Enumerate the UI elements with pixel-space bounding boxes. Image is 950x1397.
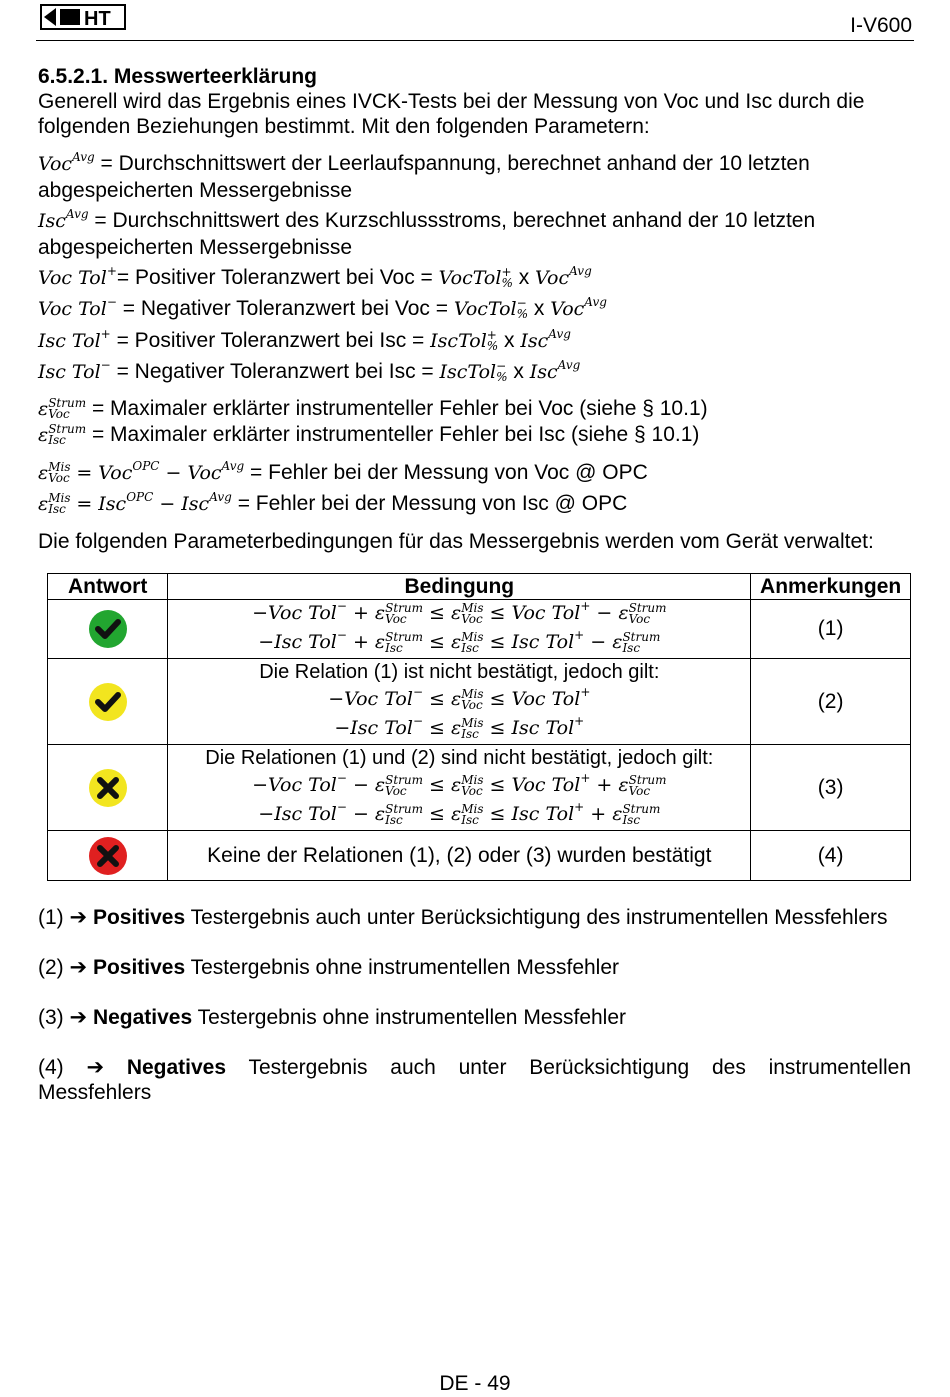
- def-eps-mis-isc: ε Mis Isc = Isc$^{OPC}$ − Isc$^{Avg}$ = Fehler bei der Messung von Isc @ OPC: [38, 490, 628, 517]
- table-row: −Voc Tol− + ε Strum Voc ≤ ε Mis Voc ≤ Voc Tol+ − ε Strum Voc −Isc Tol− + ε Strum Isc ≤ ε Mis Isc ≤ Isc Tol+ − ε Strum Isc (1): [48, 600, 911, 659]
- green-check-icon: [87, 608, 129, 650]
- def-eps-strum-voc: ε Strum Voc = Maximaler erklärter instrumenteller Fehler bei Voc (siehe § 10.1): [38, 396, 708, 422]
- isc-avg-text: = Durchschnittswert des Kurzschlussstroms, berechnet anhand der 10 letzten: [94, 209, 816, 232]
- legend-item-3: (3) ➔ Negatives Testergebnis ohne instrumentellen Messfehler: [38, 1006, 627, 1029]
- page-number: DE - 49: [439, 1372, 511, 1395]
- header-divider: [36, 40, 914, 41]
- voc-avg-text: = Durchschnittswert der Leerlaufspannung, berechnet anhand der 10 letzten: [100, 152, 810, 175]
- legend-item-1: (1) ➔ Positives Testergebnis auch unter Berücksichtigung des instrumentellen Messfehlers: [38, 906, 888, 929]
- doc-code: I-V600: [850, 14, 912, 37]
- def-eps-strum-isc: ε Strum Isc = Maximaler erklärter instrumenteller Fehler bei Isc (siehe § 10.1): [38, 422, 700, 448]
- isc-avg-symbol: Isc: [38, 210, 66, 232]
- def-voc-avg: Voc$^{Avg}$ = Durchschnittswert der Leerlaufspannung, berechnet anhand der 10 letzten: [38, 150, 810, 175]
- def-isc-avg: Isc$^{Avg}$ = Durchschnittswert des Kurzschlussstroms, berechnet anhand der 10 letzten: [38, 207, 816, 232]
- table-row: Die Relationen (1) und (2) sind nicht bestätigt, jedoch gilt: −Voc Tol− − ε Strum Voc ≤ ε Mis Voc ≤ Voc Tol+ + ε Strum Voc −Isc Tol− − ε Strum Isc ≤ ε Mis Isc ≤ Isc Tol+ + ε Strum Isc (3): [48, 745, 911, 831]
- note-cell: (4): [751, 831, 911, 881]
- voc-avg-symbol: Voc: [38, 153, 73, 175]
- note-cell: (2): [751, 659, 911, 745]
- table-header-row: [48, 574, 911, 600]
- condition-pre-text: Die Relation (1) ist nicht bestätigt, jedoch gilt:: [259, 661, 660, 683]
- red-cross-icon: [87, 835, 129, 877]
- logo-text: HT: [84, 8, 111, 30]
- header-bedingung: Bedingung: [168, 574, 751, 600]
- table-row: Die Relation (1) ist nicht bestätigt, jedoch gilt: −Voc Tol− ≤ ε Mis Voc ≤ Voc Tol+ −Isc Tol− ≤ ε Mis Isc ≤ Isc Tol+ (2): [48, 659, 911, 745]
- condition-pre-text: Die Relationen (1) und (2) sind nicht bestätigt, jedoch gilt:: [205, 747, 714, 769]
- def-voc-tol-pos: Voc Tol+= Positiver Toleranzwert bei Voc = VocTol + % x Voc$^{Avg}$: [38, 264, 592, 291]
- def-voc-tol-neg: Voc Tol− = Negativer Toleranzwert bei Voc = VocTol − % x Voc$^{Avg}$: [38, 295, 607, 322]
- legend-item-2: (2) ➔ Positives Testergebnis ohne instrumentellen Messfehler: [38, 956, 620, 979]
- header-antwort: Antwort: [48, 574, 168, 600]
- note-cell: (1): [751, 600, 911, 659]
- def-isc-avg-cont: abgespeicherten Messergebnisse: [38, 236, 353, 259]
- header-anmerkungen: Anmerkungen: [751, 574, 911, 600]
- condition-pre-text: Keine der Relationen (1), (2) oder (3) wurden bestätigt: [207, 844, 712, 867]
- note-cell: (3): [751, 745, 911, 831]
- legend-item-4-cont: Messfehlers: [38, 1081, 152, 1104]
- def-eps-mis-voc: ε Mis Voc = Voc$^{OPC}$ − Voc$^{Avg}$ = Fehler bei der Messung von Voc @ OPC: [38, 459, 648, 486]
- intro-paragraph: Generell wird das Ergebnis eines IVCK-Tests bei der Messung von Voc und Isc durch die folgenden Beziehungen bestimmt. Mit den folgenden Parametern:: [38, 90, 865, 138]
- yellow-cross-icon: [87, 767, 129, 809]
- table-row: [48, 831, 911, 881]
- def-isc-tol-neg: Isc Tol− = Negativer Toleranzwert bei Isc = IscTol − % x Isc$^{Avg}$: [38, 358, 581, 385]
- yellow-check-icon: [87, 681, 129, 723]
- legend-item-4: (4) ➔ Negatives Testergebnis auch unter Berücksichtigung des instrumentellen: [38, 1056, 911, 1079]
- section-heading: 6.5.2.1. Messwerteerklärung: [38, 65, 317, 88]
- def-isc-tol-pos: Isc Tol+ = Positiver Toleranzwert bei Isc = IscTol + % x Isc$^{Avg}$: [38, 327, 571, 354]
- ht-logo: [40, 4, 126, 30]
- condition-table: [47, 573, 911, 881]
- def-voc-avg-cont: abgespeicherten Messergebnisse: [38, 179, 353, 202]
- table-intro: Die folgenden Parameterbedingungen für das Messergebnis werden vom Gerät verwaltet:: [38, 530, 874, 553]
